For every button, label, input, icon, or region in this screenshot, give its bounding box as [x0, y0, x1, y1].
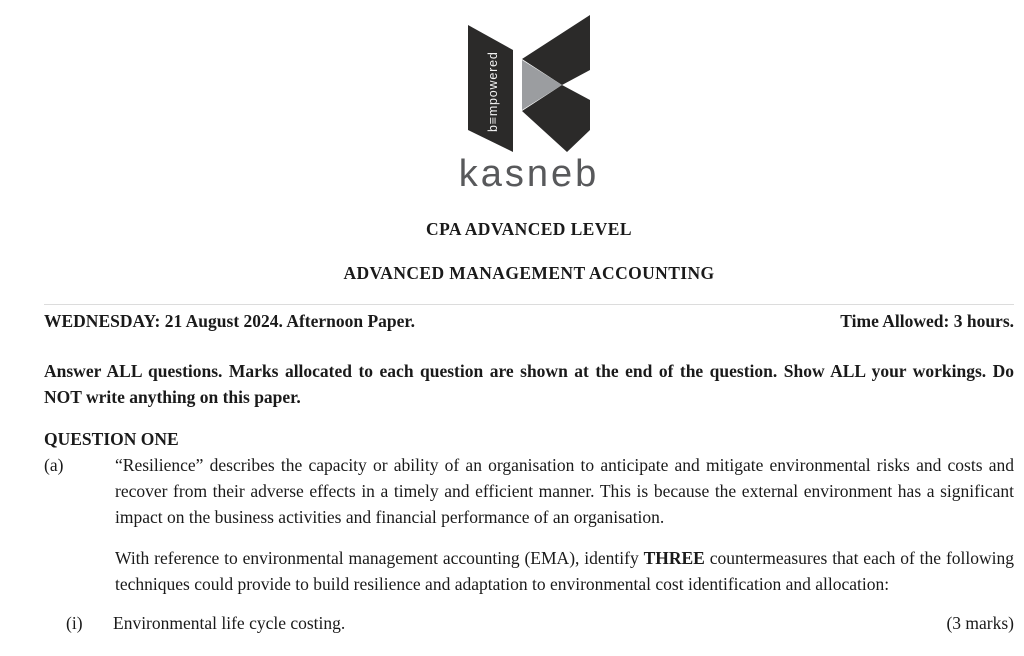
part-a-label: (a) [44, 455, 64, 475]
paper-subject-title: ADVANCED MANAGEMENT ACCOUNTING [343, 263, 715, 283]
part-a-item-i [66, 611, 1014, 635]
logo-tagline-text: b≡mpowered [485, 51, 500, 132]
time-allowed: Time Allowed: 3 hours. [840, 311, 1014, 331]
kasneb-wordmark: kasneb [458, 153, 600, 195]
meta-row [44, 310, 1014, 332]
paragraph-2-suffix: countermeasures that each of the following techniques could provide to build resilience and adaptation to environmental cost identification and allocation: [115, 548, 1014, 594]
part-a-body [115, 452, 1014, 597]
item-i-marks: (3 marks) [946, 613, 1014, 633]
exam-instructions: Answer ALL questions. Marks allocated to each question are shown at the end of the question. Show ALL your workings. Do NOT write anything on this paper. [44, 361, 1014, 407]
paper-level-title: CPA ADVANCED LEVEL [426, 219, 632, 239]
question-one-title: QUESTION ONE [44, 429, 179, 449]
question-one-part-a [44, 452, 1014, 597]
exam-date-line: WEDNESDAY: 21 August 2024. Afternoon Paper. [44, 311, 415, 331]
header-divider [44, 304, 1014, 305]
part-a-paragraph-2 [115, 545, 1014, 597]
item-i-text: Environmental life cycle costing. [113, 613, 346, 633]
paragraph-2-prefix: With reference to environmental management accounting (EMA), identify [115, 548, 644, 568]
kasneb-logo [468, 8, 591, 154]
part-a-paragraph-1: “Resilience” describes the capacity or ability of an organisation to anticipate and mitigate environmental risks and costs and recover from their adverse effects in a timely and efficient manner. This is because the external environment has a significant impact on the business activities and financial performance of an organisation. [115, 455, 1014, 527]
paragraph-2-bold-word: THREE [643, 548, 705, 568]
kasneb-logo-icon [468, 8, 591, 154]
item-i-label: (i) [66, 613, 83, 633]
